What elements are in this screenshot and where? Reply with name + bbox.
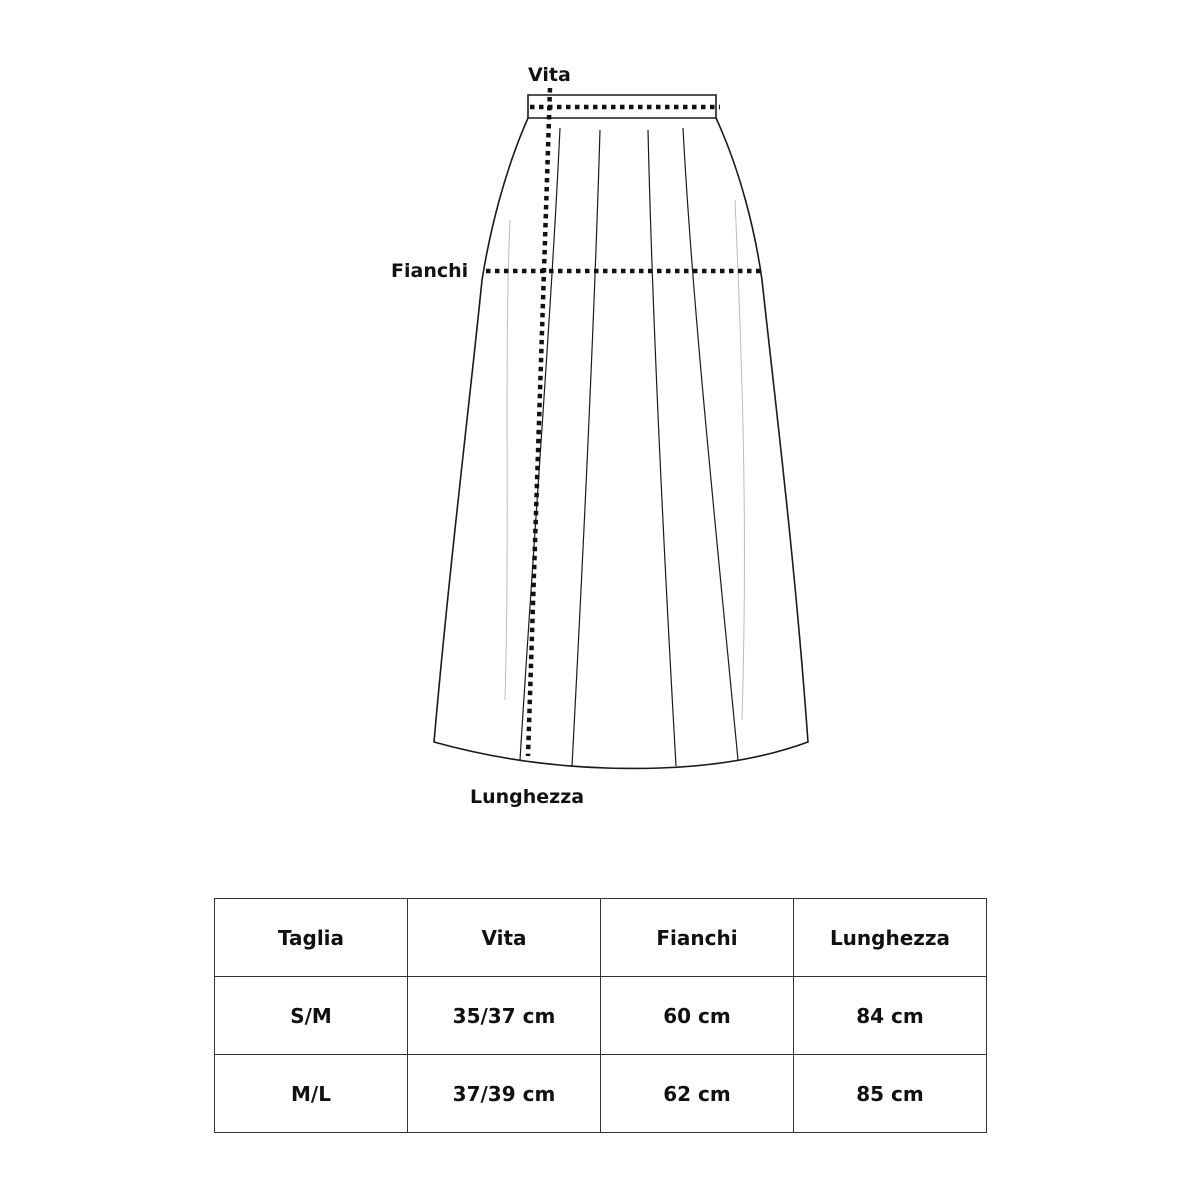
header-length: Lunghezza [794,899,987,977]
cell-waist: 37/39 cm [408,1055,601,1133]
cell-size: S/M [215,977,408,1055]
skirt-pleat-line [520,128,560,760]
header-size: Taglia [215,899,408,977]
cell-hips: 62 cm [601,1055,794,1133]
table-row [215,977,987,1055]
cell-size: M/L [215,1055,408,1133]
skirt-outline [434,118,808,768]
cell-length: 85 cm [794,1055,987,1133]
skirt-crease-line [505,220,510,700]
table-row [215,1055,987,1133]
cell-length: 84 cm [794,977,987,1055]
cell-waist: 35/37 cm [408,977,601,1055]
skirt-crease-line [735,200,744,720]
skirt-pleat-line [648,130,676,766]
skirt-pleat-line [683,128,738,760]
waist-label: Vita [528,64,571,86]
skirt-pleat-line [572,130,600,766]
size-chart-table [214,898,987,1133]
table-header-row [215,899,987,977]
header-waist: Vita [408,899,601,977]
header-hips: Fianchi [601,899,794,977]
cell-hips: 60 cm [601,977,794,1055]
length-measure-line [528,88,550,756]
length-label: Lunghezza [470,786,585,808]
hips-label: Fianchi [391,260,469,282]
